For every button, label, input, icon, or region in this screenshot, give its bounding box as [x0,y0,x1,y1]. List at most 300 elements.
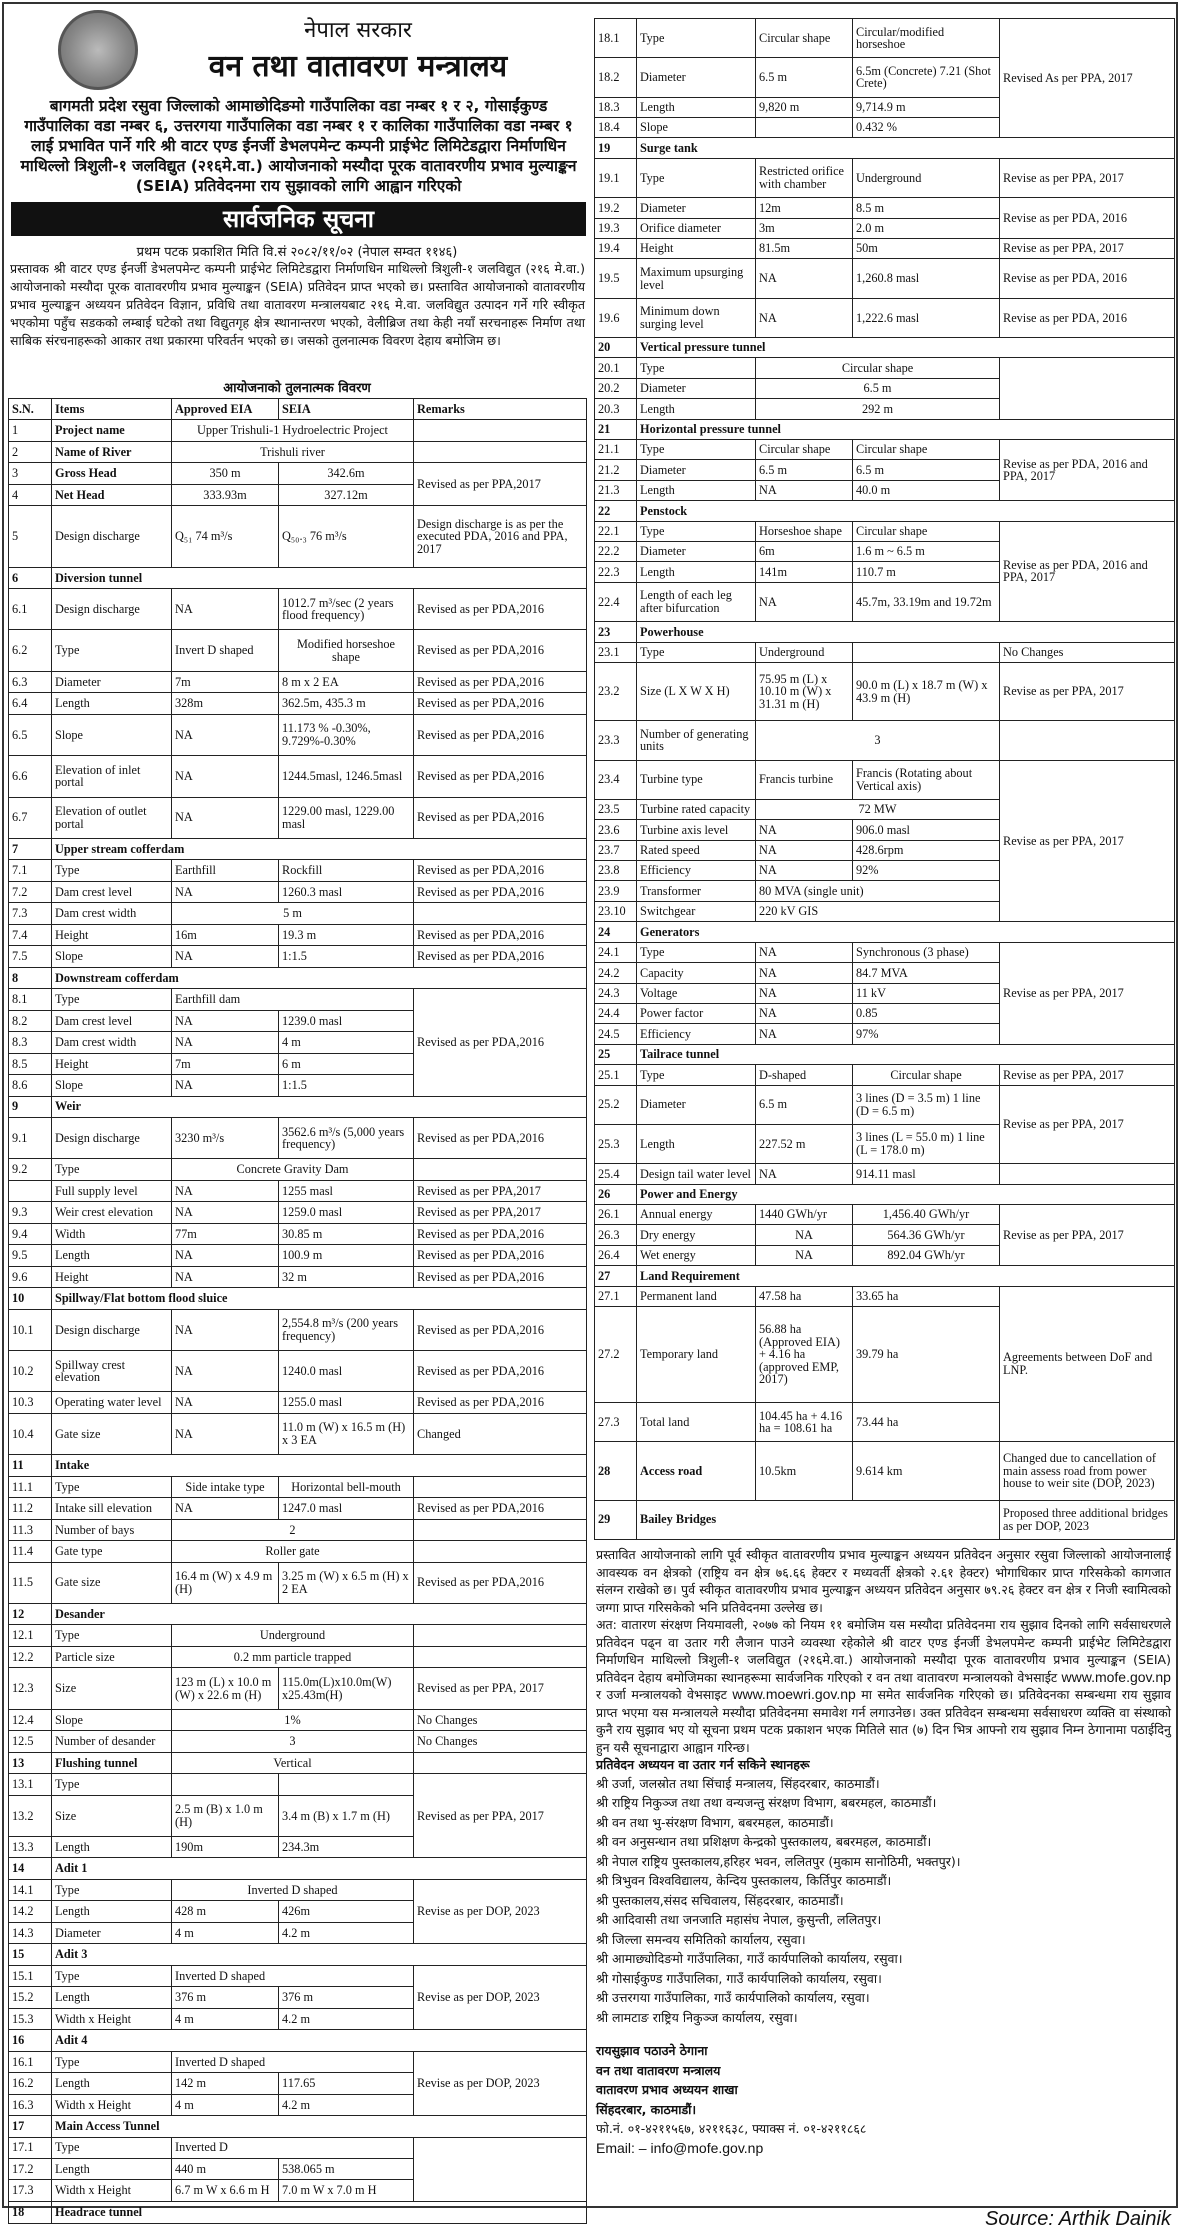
table-row [595,19,1175,58]
table-row [9,567,587,588]
table-cell: 40.0 m [853,480,1000,500]
serial-number-cell: 27 [595,1266,637,1286]
table-cell: 0.432 % [853,118,1000,138]
serial-number-cell: 15 [9,1944,52,1965]
table-cell: Inverted D shaped [172,1879,414,1900]
table-cell [414,441,587,462]
table-cell: Number of desander [52,1731,172,1752]
places-list [596,1774,1171,2028]
table-cell: 123 m (L) x 10.0 m (W) x 22.6 m (H) [172,1668,279,1709]
table-cell: 1259.0 masl [279,1202,414,1223]
table-cell: Inverted D shaped [172,1965,414,1986]
table-cell: NA [172,1351,279,1392]
table-row [595,521,1175,541]
serial-number-cell: 26 [595,1184,637,1204]
table-cell: 33.65 ha [853,1286,1000,1306]
serial-number-cell: 13.1 [9,1774,52,1795]
table-row [9,1202,587,1223]
table-cell: Revised as per PDA,2016 [414,1245,587,1266]
table-cell: NA [172,1498,279,1519]
table-cell: Size [52,1795,172,1836]
table-cell: Revise as per PPA, 2017 [1000,760,1175,922]
table-cell: Tailrace tunnel [637,1044,1175,1064]
table-cell: Length [52,1836,172,1857]
table-cell: 3.4 m (B) x 1.7 m (H) [279,1795,414,1836]
table-cell: NA [756,1164,853,1184]
table-cell: Capacity [637,963,756,983]
table-cell: NA [172,881,279,902]
serial-number-cell: 9 [9,1096,52,1117]
table-cell: No Changes [414,1731,587,1752]
table-cell: 6.5 m [756,460,853,480]
table-row [9,1562,587,1603]
table-cell: Type [52,2051,172,2072]
table-cell: Revised as per PPA, 2017 [414,1774,587,1858]
table-cell: Revised as per PDA,2016 [414,1309,587,1350]
table-cell: NA [756,820,853,840]
table-cell [414,1752,587,1773]
table-cell: Temporary land [637,1307,756,1403]
table-cell [853,642,1000,662]
table-cell: Changed due to cancellation of main assess road from power house to weir site (DOP, 2023) [1000,1442,1175,1500]
table-row [9,1944,587,1965]
serial-number-cell: 21.3 [595,480,637,500]
table-row [595,1286,1175,1306]
table-cell: Type [637,942,756,962]
table-row [595,298,1175,337]
table-cell: 45.7m, 33.19m and 19.72m [853,582,1000,621]
table-cell: Design discharge [52,506,172,567]
serial-number-cell: 8.6 [9,1075,52,1096]
table-cell: 7m [172,1053,279,1074]
table-row [595,1442,1175,1500]
table-cell: NA [756,942,853,962]
table-cell: 6.7 m W x 6.6 m H [172,2180,279,2201]
table-row [9,903,587,924]
table-row [595,942,1175,962]
table-cell: Land Requirement [637,1266,1175,1286]
serial-number-cell: 7.2 [9,881,52,902]
table-row [595,1184,1175,1204]
serial-number-cell: 19.2 [595,198,637,218]
table-row [9,1266,587,1287]
serial-number-cell: 28 [595,1442,637,1500]
table-cell: Turbine type [637,760,756,799]
serial-number-cell: 18.4 [595,118,637,138]
serial-number-cell: 25.3 [595,1124,637,1163]
table-cell: 81.5m [756,238,853,258]
table-header-cell: S.N. [9,399,52,420]
table-cell: Underground [853,158,1000,197]
table-cell: 97% [853,1024,1000,1044]
table-cell: Rated speed [637,840,756,860]
table-cell: Elevation of outlet portal [52,797,172,838]
serial-number-cell: 12.1 [9,1625,52,1646]
serial-number-cell: 15.1 [9,1965,52,1986]
table-cell: Width x Height [52,2180,172,2201]
serial-number-cell: 10 [9,1288,52,1309]
serial-number-cell: 6.6 [9,756,52,797]
table-cell: Upper Trishuli-1 Hydroelectric Project [172,420,414,441]
table-cell: Size (L X W X H) [637,663,756,721]
table-row [9,1646,587,1667]
table-cell: Power factor [637,1003,756,1023]
table-cell: Length [637,562,756,582]
table-cell: Bailey Bridges [637,1500,1000,1539]
table-cell: Dry energy [637,1225,756,1245]
table-cell: Q₅₀.₃ 76 m³/s [279,506,414,567]
place-item: श्री उत्तरगया गाउँपालिका, गाउँ कार्यपालिको कार्यालय, रसुवा। [596,1990,870,2005]
table-cell: Revised as per PDA,2016 [414,1351,587,1392]
table-cell: Number of generating units [637,721,756,760]
serial-number-cell: 18.2 [595,58,637,97]
table-cell: 4.2 m [279,1922,414,1943]
table-cell: Type [52,1879,172,1900]
table-cell: 3.25 m (W) x 6.5 m (H) x 2 EA [279,1562,414,1603]
table-row [595,642,1175,662]
table-cell: Revise as per DOP, 2023 [414,2051,587,2115]
serial-number-cell: 13.2 [9,1795,52,1836]
table-cell: 3230 m³/s [172,1117,279,1158]
table-cell: Wet energy [637,1245,756,1265]
table-cell: NA [172,1010,279,1031]
table-cell: 4 m [172,2094,279,2115]
serial-number-cell: 23.4 [595,760,637,799]
serial-number-cell: 8 [9,967,52,988]
table-cell: Revised as per PDA,2016 [414,1498,587,1519]
table-row [9,1455,587,1476]
table-cell: Maximum upsurging level [637,259,756,298]
table-cell: 142 m [172,2073,279,2094]
table-cell: Revised as per PDA,2016 [414,797,587,838]
table-cell: NA [172,1032,279,1053]
serial-number-cell: 14.3 [9,1922,52,1943]
public-notice-banner: सार्वजनिक सूचना [11,202,586,236]
table-cell: Francis (Rotating about Vertical axis) [853,760,1000,799]
table-cell: Intake [52,1455,587,1476]
table-cell: NA [756,861,853,881]
table-cell: Surge tank [637,138,1175,158]
table-cell: Revised as per PPA,2017 [414,1202,587,1223]
table-cell: NA [172,756,279,797]
serial-number-cell: 21.1 [595,440,637,460]
table-row [9,1245,587,1266]
serial-number-cell: 22.4 [595,582,637,621]
serial-number-cell: 12.3 [9,1668,52,1709]
table-cell: 110.7 m [853,562,1000,582]
table-cell: Revised as per PDA,2016 [414,1562,587,1603]
serial-number-cell: 10.1 [9,1309,52,1350]
moewri-website-link[interactable]: www.moewri.gov.np [732,1686,856,1702]
table-cell: 4 m [172,1922,279,1943]
serial-number-cell: 22 [595,501,637,521]
table-row [9,2116,587,2137]
table-cell: Revised as per PDA,2016 [414,589,587,630]
table-cell: Gate type [52,1541,172,1562]
intro-paragraph: प्रस्तावक श्री वाटर एण्ड ईनर्जी डेभलपमेन्ट कम्पनी प्राईभेट लिमिटेडद्वारा निर्माणधिन माथिल्लो त्रिशुली-१ जलविद्युत (२१६ मे.वा.) आयोजनाको मस्यौदा पूरक वातावरणीय प्रभाव मुल्याङ्कन (SEIA) प्रतिवेदन प्राप्त भएको छ। प्रस्तावित आयोजनाको वातावरणीय प्रभाव मुल्याङ्कन अध्ययन प्रतिवेदन विज्ञान, प्रविधि तथा वातावरण मन्त्रालयबाट २१६ मे.वा. जलविद्युत उत्पादन गर्ने गरि स्वीकृत भएकोमा पहुँच सडकको लम्बाई घटेको तथा विद्युतगृह क्षेत्र स्थानान्तरण भएको, वेलीब्रिज तथा केही नयाँ सरचनाहरू निर्माण तथा साबिक संरचनाहरूको आकार तथा प्रकारमा परिवर्तन भएको छ। जसको तुलनात्मक विवरण देहाय बमोजिम छ। [10,261,585,348]
table-cell: 3 [172,1731,414,1752]
table-row [9,989,587,1010]
table-cell: Length [637,399,756,419]
table-cell: 141m [756,562,853,582]
table-cell: 11 kV [853,983,1000,1003]
table-cell: 7.0 m W x 7.0 m H [279,2180,414,2201]
table-cell: 84.7 MVA [853,963,1000,983]
serial-number-cell: 10.2 [9,1351,52,1392]
contact-branch: वातावरण प्रभाव अध्ययन शाखा [596,2082,738,2097]
table-row [9,1731,587,1752]
serial-number-cell: 26.1 [595,1204,637,1224]
table-cell: Dam crest level [52,881,172,902]
table-cell: 4 m [172,2008,279,2029]
table-cell: Revise as per PPA, 2017 [1000,1204,1175,1265]
serial-number-cell: 27.1 [595,1286,637,1306]
mofe-website-link[interactable]: www.mofe.gov.np [1061,1668,1171,1685]
table-cell: Vertical [172,1752,414,1773]
table-cell: No Changes [1000,642,1175,662]
table-cell: NA [172,1075,279,1096]
table-cell: 1260.3 masl [279,881,414,902]
table-cell: 16m [172,924,279,945]
serial-number-cell: 11.5 [9,1562,52,1603]
serial-number-cell: 10.4 [9,1413,52,1454]
table-cell: Height [52,1266,172,1287]
table-row [9,924,587,945]
table-cell: Design tail water level [637,1164,756,1184]
serial-number-cell: 18 [9,2201,52,2223]
table-cell: Revised as per PDA,2016 [414,1392,587,1413]
place-item: श्री राष्ट्रिय निकुञ्ज तथा तथा वन्यजन्तु संरक्षण विभाग, बबरमहल, काठमाडौं। [596,1795,937,1810]
table-cell: 5 m [172,903,414,924]
table-cell: Intake sill elevation [52,1498,172,1519]
table-cell: Changed [414,1413,587,1454]
serial-number-cell: 17.1 [9,2137,52,2158]
serial-number-cell: 19.5 [595,259,637,298]
table-cell: Minimum down surging level [637,298,756,337]
table-row [595,501,1175,521]
table-cell: Revised as per PDA,2016 [414,860,587,881]
table-cell: Inverted D shaped [172,2051,414,2072]
table-row [9,1541,587,1562]
table-cell: Side intake type [172,1476,279,1497]
place-item: श्री नेपाल राष्ट्रिय पुस्तकालय,हरिहर भवन, ललितपुर (मुकाम सानोठिमी, भक्तपुर)। [596,1853,961,1869]
serial-number-cell: 23.2 [595,663,637,721]
table-cell [414,1159,587,1180]
table-cell: Operating water level [52,1392,172,1413]
table-row [9,1351,587,1392]
place-item: श्री आदिवासी तथा जनजाति महासंघ नेपाल, कुसुन्ती, ललितपुर। [596,1912,882,1927]
serial-number-cell: 13.3 [9,1836,52,1857]
table-cell: 362.5m, 435.3 m [279,693,414,714]
table-row [595,1065,1175,1085]
table-cell: Revised as per PDA,2016 [414,630,587,671]
table-cell: 1012.7 m³/sec (2 years flood frequency) [279,589,414,630]
table-row [9,2137,587,2158]
serial-number-cell: 8.5 [9,1053,52,1074]
table-cell: 4.2 m [279,2094,414,2115]
table-row [9,1180,587,1201]
table-cell: 11.173 % -0.30%, 9.729%-0.30% [279,714,414,755]
table-cell: Revised as per PDA,2016 [414,756,587,797]
table-cell: Efficiency [637,861,756,881]
table-row [9,946,587,967]
table-row [9,1476,587,1497]
table-row [595,760,1175,799]
closing-text [596,1546,1171,2158]
serial-number-cell: 20 [595,338,637,358]
serial-number-cell: 26.4 [595,1245,637,1265]
serial-number-cell: 6.3 [9,671,52,692]
table-cell: 1239.0 masl [279,1010,414,1031]
table-row [9,1709,587,1730]
table-cell: 3 lines (D = 3.5 m) 1 line (D = 6.5 m) [853,1085,1000,1124]
table-row [595,158,1175,197]
table-cell: Power and Energy [637,1184,1175,1204]
serial-number-cell: 15.2 [9,1987,52,2008]
table-cell: Design discharge [52,1309,172,1350]
serial-number-cell: 5 [9,506,52,567]
table-cell: 115.0m(L)x10.0m(W) x25.43m(H) [279,1668,414,1709]
table-cell [414,1646,587,1667]
table-cell: 1,456.40 GWh/yr [853,1204,1000,1224]
table-cell: Revise as per PPA, 2017 [1000,942,1175,1044]
table-cell: 6.5 m [756,58,853,97]
table-cell: 117.65 [279,2073,414,2094]
serial-number-cell: 19.4 [595,238,637,258]
serial-number-cell: 23.1 [595,642,637,662]
table-cell: 1440 GWh/yr [756,1204,853,1224]
table-cell: Design discharge [52,1117,172,1158]
table-cell: D-shaped [756,1065,853,1085]
table-row [9,1117,587,1158]
table-cell: Revised as per PDA,2016 [414,1223,587,1244]
table-cell: Annual energy [637,1204,756,1224]
table-cell: Revise as per DOP, 2023 [414,1879,587,1943]
table-row [9,1625,587,1646]
table-cell: 190m [172,1836,279,1857]
table-cell: Revised as per PDA,2016 [414,693,587,714]
table-cell: Revise as per DOP, 2023 [414,1965,587,2029]
table-header-cell: Approved EIA [172,399,279,420]
serial-number-cell: 19 [595,138,637,158]
table-row [9,1858,587,1879]
table-cell: Slope [52,1709,172,1730]
table-cell: 2.5 m (B) x 1.0 m (H) [172,1795,279,1836]
serial-number-cell: 21.2 [595,460,637,480]
comments-text: र उर्जा मन्त्रालयको वेभसाइट [596,1687,727,1702]
serial-number-cell: 29 [595,1500,637,1539]
table-cell: Slope [52,946,172,967]
table-cell: Project name [52,420,172,441]
table-cell: Powerhouse [637,622,1175,642]
table-header-cell: Items [52,399,172,420]
table-cell: 6.5 m [756,378,1000,398]
table-cell: 100.9 m [279,1245,414,1266]
table-cell: Type [637,19,756,58]
table-cell: Horizontal bell-mouth [279,1476,414,1497]
table-row [595,663,1175,721]
table-cell: Type [52,630,172,671]
table-cell: NA [756,259,853,298]
table-cell: Downstream cofferdam [52,967,587,988]
publication-date: प्रथम पटक प्रकाशित मिति वि.सं २०८२/११/०२ (नेपाल सम्वत ११४६) [136,245,458,260]
table-cell: Total land [637,1403,756,1442]
table-cell: Invert D shaped [172,630,279,671]
table-cell: Upper stream cofferdam [52,838,587,859]
contact-ministry: वन तथा वातावरण मन्त्रालय [596,2062,721,2078]
table-cell: 0.2 mm particle trapped [172,1646,414,1667]
table-cell: 906.0 masl [853,820,1000,840]
table-row [595,1266,1175,1286]
table-cell: Circular shape [756,19,853,58]
table-row [9,714,587,755]
table-cell [414,1625,587,1646]
table-cell: Spillway crest elevation [52,1351,172,1392]
table-row [595,1164,1175,1184]
table-cell: 220 kV GIS [756,901,1000,921]
serial-number-cell: 11.3 [9,1519,52,1540]
place-item: श्री त्रिभुवन विश्वविद्यालय, केन्दिय पुस्तकालय, किर्तिपुर काठमाडौं। [596,1873,892,1888]
table-cell: Turbine rated capacity [637,799,756,819]
serial-number-cell: 18.1 [595,19,637,58]
table-cell: Net Head [52,484,172,505]
table-cell: 8 m x 2 EA [279,671,414,692]
table-cell: Circular/modified horseshoe [853,19,1000,58]
table-cell: NA [172,1413,279,1454]
serial-number-cell: 19.3 [595,218,637,238]
table-row [9,1392,587,1413]
table-cell: Diameter [637,378,756,398]
serial-number-cell: 27.2 [595,1307,637,1403]
table-cell: 1:1.5 [279,1075,414,1096]
serial-number-cell: 7.4 [9,924,52,945]
serial-number-cell: 15.3 [9,2008,52,2029]
serial-number-cell: 22.3 [595,562,637,582]
table-row [595,358,1175,378]
table-cell: 3562.6 m³/s (5,000 years frequency) [279,1117,414,1158]
table-cell: 39.79 ha [853,1307,1000,1403]
table-cell: 1240.0 masl [279,1351,414,1392]
table-row [9,693,587,714]
table-cell: Revise as per PPA, 2017 [1000,1065,1175,1085]
serial-number-cell: 23.9 [595,881,637,901]
table-cell [279,1774,414,1795]
table-cell: 56.88 ha (Approved EIA) + 4.16 ha (approved EMP, 2017) [756,1307,853,1403]
serial-number-cell: 22.2 [595,542,637,562]
table-row [9,797,587,838]
table-cell: Horizontal pressure tunnel [637,419,1175,439]
serial-number-cell: 8.3 [9,1032,52,1053]
table-cell: 376 m [279,1987,414,2008]
table-cell: 72 MW [756,799,1000,819]
table-cell: NA [756,298,853,337]
place-item: श्री उर्जा, जलस्रोत तथा सिंचाई मन्त्रालय, सिंहदरबार, काठमाडौं। [596,1775,880,1791]
contact-email[interactable]: Email: – info@mofe.gov.np [596,2139,764,2156]
table-cell: 1% [172,1709,414,1730]
serial-number-cell: 14 [9,1858,52,1879]
table-cell: 11.0 m (W) x 16.5 m (H) x 3 EA [279,1413,414,1454]
table-cell: Revise as per PDA, 2016 and PPA, 2017 [1000,440,1175,501]
serial-number-cell: 25 [595,1044,637,1064]
table-cell: Length [52,1987,172,2008]
table-cell: 6.5 m [853,460,1000,480]
table-cell: NA [756,1245,853,1265]
table-cell: Headrace tunnel [52,2201,587,2223]
table-cell: 6m [756,542,853,562]
table-cell: Horseshoe shape [756,521,853,541]
table-cell: Agreements between DoF and LNP. [1000,1286,1175,1442]
source-credit: Source: Arthik Dainik [985,2208,1171,2230]
